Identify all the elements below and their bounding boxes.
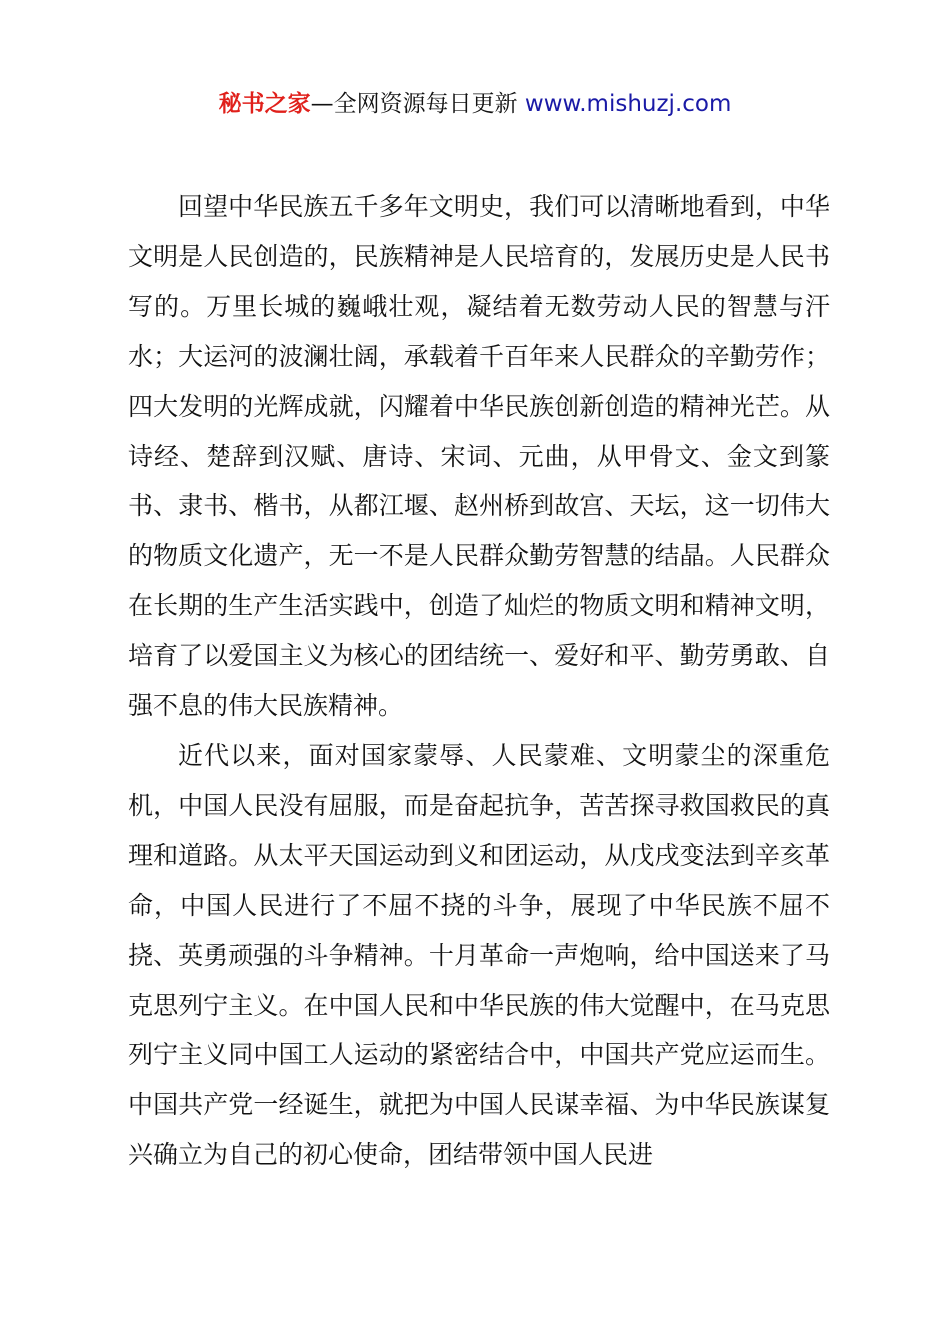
header-slogan: —全网资源每日更新 xyxy=(310,91,525,117)
paragraph-1: 回望中华民族五千多年文明史，我们可以清晰地看到，中华文明是人民创造的，民族精神是人民培育的，发展历史是人民书写的。万里长城的巍峨壮观，凝结着无数劳动人民的智慧与汗水；大运河的波澜壮阔，承载着千百年来人民群众的辛勤劳作；四大发明的光辉成就，闪耀着中华民族创新创造的精神光芒。从诗经、楚辞到汉赋、唐诗、宋词、元曲，从甲骨文、金文到篆书、隶书、楷书，从都江堰、赵州桥到故宫、天坛，这一切伟大的物质文化遗产，无一不是人民群众勤劳智慧的结晶。人民群众在长期的生产生活实践中，创造了灿烂的物质文明和精神文明，培育了以爱国主义为核心的团结统一、爱好和平、勤劳勇敢、自强不息的伟大民族精神。 xyxy=(128,192,830,721)
document-body xyxy=(128,182,830,1180)
brand-name: 秘书之家 xyxy=(218,91,311,117)
website-link[interactable]: www.mishuzj.com xyxy=(524,91,732,117)
page-header xyxy=(0,88,950,120)
paragraph-2: 近代以来，面对国家蒙辱、人民蒙难、文明蒙尘的深重危机，中国人民没有屈服，而是奋起抗争，苦苦探寻救国救民的真理和道路。从太平天国运动到义和团运动，从戊戌变法到辛亥革命，中国人民进行了不屈不挠的斗争，展现了中华民族不屈不挠、英勇顽强的斗争精神。十月革命一声炮响，给中国送来了马克思列宁主义。在中国人民和中华民族的伟大觉醒中，在马克思列宁主义同中国工人运动的紧密结合中，中国共产党应运而生。中国共产党一经诞生，就把为中国人民谋幸福、为中华民族谋复兴确立为自己的初心使命，团结带领中国人民进 xyxy=(128,740,830,1170)
